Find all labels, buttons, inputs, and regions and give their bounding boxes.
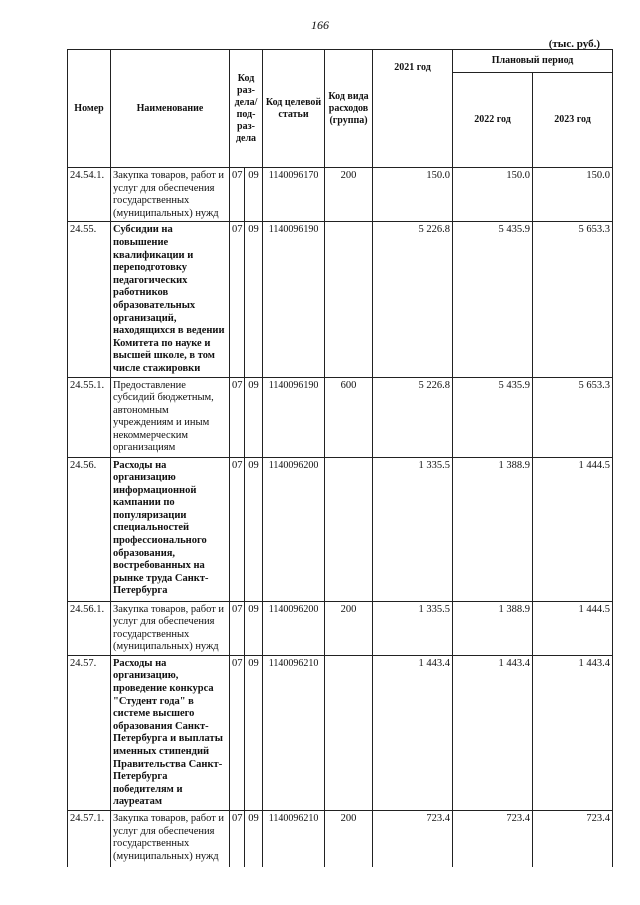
row-2021: 1 443.4: [373, 655, 453, 810]
header-plan-period: Плановый период: [453, 50, 613, 73]
row-name: Закупка товаров, работ и услуг для обеспечения государственных (муниципальных) нужд: [111, 811, 230, 867]
row-2021: 1 335.5: [373, 457, 453, 601]
row-csr: 1140096190: [263, 222, 325, 377]
row-2021: 5 226.8: [373, 222, 453, 377]
table-header: [68, 50, 613, 168]
row-subsection: 09: [245, 655, 263, 810]
row-vr: [325, 222, 373, 377]
row-section: 07: [230, 601, 245, 655]
header-2022: 2022 год: [453, 73, 533, 168]
row-number: 24.56.1.: [68, 601, 111, 655]
row-subsection: 09: [245, 811, 263, 867]
row-name: Предоставление субсидий бюджетным, автономным учреждениям и иным некоммерческим организациям: [111, 377, 230, 457]
row-2021: 1 335.5: [373, 601, 453, 655]
row-2022: 1 388.9: [453, 457, 533, 601]
row-name: Закупка товаров, работ и услуг для обеспечения государственных (муниципальных) нужд: [111, 601, 230, 655]
row-section: 07: [230, 222, 245, 377]
row-name: Закупка товаров, работ и услуг для обеспечения государственных (муниципальных) нужд: [111, 168, 230, 222]
row-2023: 5 653.3: [533, 377, 613, 457]
row-2023: 1 443.4: [533, 655, 613, 810]
row-number: 24.55.1.: [68, 377, 111, 457]
row-csr: 1140096200: [263, 601, 325, 655]
row-number: 24.54.1.: [68, 168, 111, 222]
row-2023: 5 653.3: [533, 222, 613, 377]
row-csr: 1140096210: [263, 655, 325, 810]
row-2023: 1 444.5: [533, 601, 613, 655]
row-csr: 1140096170: [263, 168, 325, 222]
row-2023: 150.0: [533, 168, 613, 222]
header-2021: 2021 год: [373, 50, 453, 168]
row-section: 07: [230, 457, 245, 601]
row-2022: 1 388.9: [453, 601, 533, 655]
row-name: Расходы на организацию информационной кампании по популяризации специальностей профессионального образования, востребованных на рынке труда Санкт-Петербурга: [111, 457, 230, 601]
table-row: [68, 601, 613, 655]
row-subsection: 09: [245, 457, 263, 601]
row-subsection: 09: [245, 222, 263, 377]
row-2022: 150.0: [453, 168, 533, 222]
row-csr: 1140096200: [263, 457, 325, 601]
row-subsection: 09: [245, 601, 263, 655]
row-section: 07: [230, 377, 245, 457]
table-row: [68, 377, 613, 457]
row-2022: 5 435.9: [453, 377, 533, 457]
row-subsection: 09: [245, 377, 263, 457]
row-number: 24.57.: [68, 655, 111, 810]
row-vr: 200: [325, 168, 373, 222]
row-number: 24.56.: [68, 457, 111, 601]
row-2022: 5 435.9: [453, 222, 533, 377]
row-section: 07: [230, 811, 245, 867]
table-row: [68, 457, 613, 601]
table-row: [68, 168, 613, 222]
row-2021: 723.4: [373, 811, 453, 867]
header-vr: Код вида расходов (группа): [325, 50, 373, 168]
row-csr: 1140096210: [263, 811, 325, 867]
table-body: [68, 168, 613, 867]
row-2022: 1 443.4: [453, 655, 533, 810]
row-name: Субсидии на повышение квалификации и переподготовку педагогических работников образовательных организаций, находящихся в ведении Комитета по науке и высшей школе, в том числе стажировки: [111, 222, 230, 377]
row-number: 24.57.1.: [68, 811, 111, 867]
header-number: Номер: [68, 50, 111, 168]
row-vr: 200: [325, 811, 373, 867]
budget-table: [67, 49, 613, 867]
row-section: 07: [230, 655, 245, 810]
table-row: [68, 655, 613, 810]
row-2021: 150.0: [373, 168, 453, 222]
header-2023: 2023 год: [533, 73, 613, 168]
row-vr: 600: [325, 377, 373, 457]
row-vr: [325, 655, 373, 810]
row-vr: [325, 457, 373, 601]
row-2023: 1 444.5: [533, 457, 613, 601]
header-section: Код раз-дела/ под-раз-дела: [230, 50, 263, 168]
table-row: [68, 222, 613, 377]
units-label: (тыс. руб.): [548, 38, 600, 50]
row-vr: 200: [325, 601, 373, 655]
row-subsection: 09: [245, 168, 263, 222]
row-2021: 5 226.8: [373, 377, 453, 457]
row-section: 07: [230, 168, 245, 222]
row-2023: 723.4: [533, 811, 613, 867]
table-row: [68, 811, 613, 867]
row-csr: 1140096190: [263, 377, 325, 457]
header-csr: Код целевой статьи: [263, 50, 325, 168]
header-name: Наименование: [111, 50, 230, 168]
row-2022: 723.4: [453, 811, 533, 867]
page-number: 166: [311, 18, 329, 32]
row-name: Расходы на организацию, проведение конкурса "Студент года" в системе высшего образования Санкт-Петербурга и выплаты именных стипендий Правительства Санкт-Петербурга победителям и лауреатам: [111, 655, 230, 810]
row-number: 24.55.: [68, 222, 111, 377]
